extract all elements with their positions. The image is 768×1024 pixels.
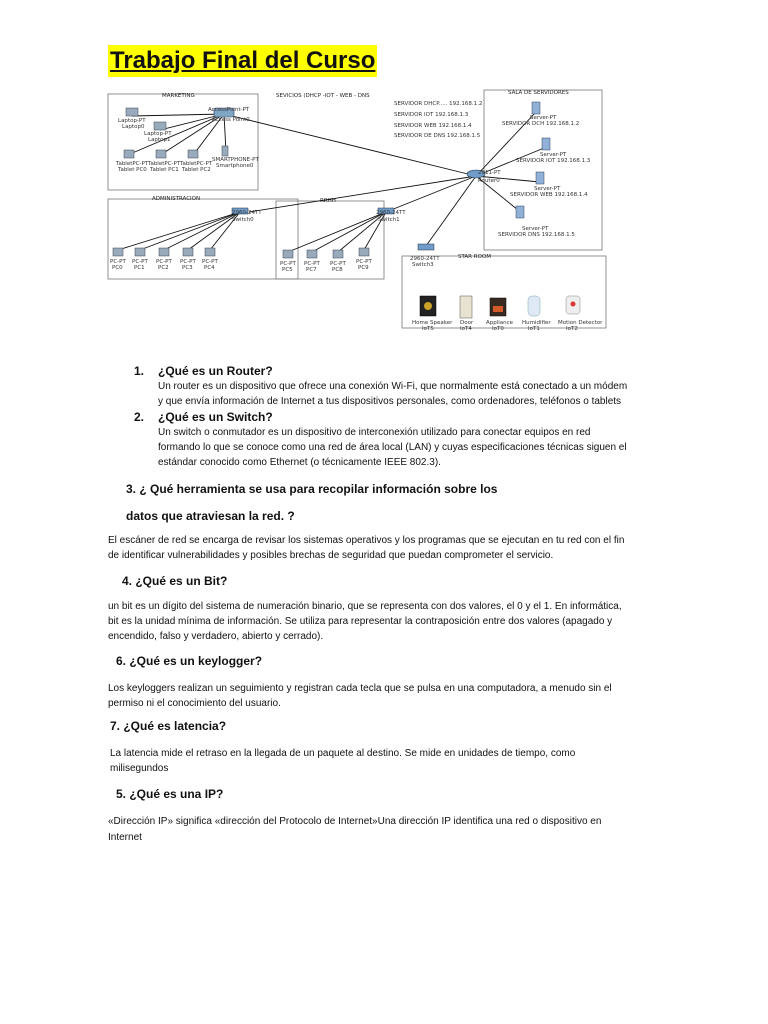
- rrhh-pc5-name: PC5: [282, 267, 293, 273]
- rrhh-pc9-name: PC9: [358, 265, 369, 271]
- tablet-pc1-type: TabletPC-PT: [148, 161, 181, 167]
- question-1-text: ¿Qué es un Router?: [158, 364, 273, 378]
- tablet-pc2: [179, 150, 213, 173]
- switch0-name: Switch0: [232, 217, 254, 223]
- pc-icon: [359, 248, 369, 256]
- server-web: [510, 172, 588, 198]
- answer-2-line-2: formando lo que se conoce como una red de área local (LAN) y cuyas especificaciones técnicas siguen el: [158, 442, 627, 453]
- iot0-type: Appliance: [486, 320, 514, 326]
- access-point-name: Access Point0: [212, 117, 250, 123]
- rrhh-pc9: [356, 248, 372, 271]
- answer-3-line-2: de identificar vulnerabilidades y posibles brechas de seguridad que puedan comprometer el servicio.: [108, 550, 554, 561]
- server-dns: [498, 206, 575, 238]
- answer-6-line-2: permiso ni el conocimiento del usuario.: [108, 698, 281, 709]
- answer-4-line-3: encendido, falso y verdadero, abierto y cerrado).: [108, 631, 324, 642]
- service-iot-text: SERVIDOR IOT 192.168.1.3: [394, 112, 469, 118]
- tablet-pc1: [147, 150, 181, 173]
- switch0-type: 2960-24TT: [232, 210, 262, 216]
- iot-humidifier: [522, 296, 551, 332]
- answer-7-line-1: La latencia mide el retraso en la llegada de un paquete al destino. Se mide en unidades de tiempo, como: [110, 748, 576, 759]
- tablet-icon: [188, 150, 198, 158]
- admin-pc0-name: PC0: [112, 265, 123, 271]
- pc-icon: [183, 248, 193, 256]
- tablet-pc2-type: TabletPC-PT: [180, 161, 213, 167]
- admin-pc3-name: PC3: [182, 265, 193, 271]
- answer-6-line-1: Los keyloggers realizan un seguimiento y registran cada tecla que se pulsa en una computadora, a menudo sin el: [108, 683, 612, 694]
- tablet-pc1-name: Tablet PC1: [150, 167, 179, 173]
- question-3-title-line-1: 3. ¿ Qué herramienta se usa para recopilar información sobre los: [126, 482, 498, 496]
- administracion-label: ADMINISTRACION: [152, 196, 201, 202]
- answer-1-line-2: y que envía información de Internet a tus dispositivos personales, como ordenadores, teléfonos o tablets: [158, 396, 622, 407]
- pc-icon: [333, 250, 343, 258]
- rrhh-pc7-name: PC7: [306, 267, 317, 273]
- appliance-door-icon: [493, 306, 503, 312]
- server-icon: [516, 206, 524, 218]
- rrhh-pc8-name: PC8: [332, 267, 343, 273]
- admin-pc2-type: PC-PT: [156, 259, 172, 265]
- tablet-pc2-name: Tablet PC2: [182, 167, 211, 173]
- switch1-name: Switch1: [378, 217, 400, 223]
- switch1-type: 2960-24TT: [376, 210, 406, 216]
- question-5-title: 5. ¿Qué es una IP?: [116, 787, 224, 801]
- services-label: SEVICIOS (DHCP -IOT - WEB - DNS: [276, 93, 370, 99]
- switch3-type: 2960-24TT: [410, 256, 440, 262]
- question-2-text: ¿Qué es un Switch?: [158, 410, 273, 424]
- iot4-type: Door: [460, 320, 474, 326]
- iot2-type: Motion Detector: [558, 320, 603, 326]
- access-point-type: AccessPoint-PT: [208, 107, 250, 113]
- iot-home-speaker: [412, 296, 453, 332]
- pc-icon: [205, 248, 215, 256]
- smartphone0-name: Smartphone0: [216, 163, 254, 169]
- server-icon: [532, 102, 540, 114]
- rrhh-pc7: [304, 250, 320, 273]
- admin-pc1-name: PC1: [134, 265, 145, 271]
- answer-1-line-1: Un router es un dispositivo que ofrece una conexión Wi-Fi, que normalmente está conectado a un módem: [158, 381, 628, 392]
- iot1-type: Humidifier: [522, 320, 551, 326]
- iot0-name: IoT0: [492, 326, 504, 332]
- tablet-icon: [124, 150, 134, 158]
- rrhh-pc5-type: PC-PT: [280, 261, 296, 267]
- tablet-icon: [156, 150, 166, 158]
- smartphone-icon: [222, 146, 228, 156]
- marketing-area-label: MARKETING: [162, 93, 195, 99]
- pc-icon: [113, 248, 123, 256]
- door-icon: [460, 296, 472, 318]
- iot-motion-detector: [558, 296, 603, 332]
- laptop-icon: [126, 108, 138, 116]
- service-web-text: SERVIDOR WEB 192.168.1.4: [394, 123, 472, 129]
- service-dhcp-text: SERVIDOR DHCP..... 192.168.1.2: [394, 101, 483, 107]
- laptop0-type: Laptop-PT: [118, 118, 146, 124]
- server-dns-label: SERVIDOR DNS 192.168.1.5: [498, 232, 575, 238]
- question-4-title: 4. ¿Qué es un Bit?: [122, 574, 228, 588]
- humidifier-icon: [528, 296, 540, 316]
- admin-pc4-name: PC4: [204, 265, 215, 271]
- smartphone0-type: SMARTPHONE-PT: [212, 157, 259, 163]
- speaker-cone-icon: [424, 302, 432, 310]
- iot1-name: IoT1: [528, 326, 540, 332]
- server-dhcp-label: SERVIDOR DCH 192.168.1.2: [502, 121, 580, 127]
- admin-pc4-type: PC-PT: [202, 259, 218, 265]
- server-iot: [516, 138, 591, 164]
- server-web-label: SERVIDOR WEB 192.168.1.4: [510, 192, 588, 198]
- answer-4-line-2: bit es la unidad mínima de información. Se utiliza para representar la contraposición entre dos valores (apagado y: [108, 616, 613, 627]
- server-dns-type: Server-PT: [522, 226, 549, 232]
- admin-pc4: [202, 248, 218, 271]
- answer-2-line-1: Un switch o conmutador es un dispositivo de interconexión utilizado para conectar equipos en red: [158, 427, 591, 438]
- laptop0: [118, 108, 146, 130]
- iot-appliance: [486, 298, 514, 332]
- laptop1-type: Laptop-PT: [144, 131, 172, 137]
- server-web-type: Server-PT: [534, 186, 561, 192]
- server-icon: [542, 138, 550, 150]
- tablet-pc0-name: Tablet PC0: [118, 167, 147, 173]
- answer-5-line-1: «Dirección IP» significa «dirección del Protocolo de Internet»Una dirección IP identifica una red o dispositivo en: [108, 816, 602, 827]
- pc-icon: [135, 248, 145, 256]
- laptop0-name: Laptop0: [122, 124, 145, 130]
- server-dhcp-type: Server-PT: [530, 115, 557, 121]
- tablet-pc0-type: TabletPC-PT: [116, 161, 149, 167]
- rrhh-pc9-type: PC-PT: [356, 259, 372, 265]
- admin-pc1-type: PC-PT: [132, 259, 148, 265]
- document-title: Trabajo Final del Curso: [108, 45, 377, 77]
- question-1-title: [134, 363, 273, 379]
- network-topology-diagram: [104, 84, 616, 346]
- iot4-name: IoT4: [460, 326, 472, 332]
- laptop-icon: [154, 122, 166, 130]
- server-room-label: SALA DE SERVIDORES: [508, 90, 569, 96]
- smartphone0: [212, 146, 259, 169]
- switch0: [232, 208, 262, 223]
- iot5-name: IoT5: [422, 326, 434, 332]
- admin-pc3: [180, 248, 196, 271]
- switch3-name: Switch3: [412, 262, 434, 268]
- switch3: [410, 244, 440, 268]
- question-6-title: 6. ¿Qué es un keylogger?: [116, 654, 263, 668]
- answer-7-line-2: milisegundos: [110, 763, 169, 774]
- rrhh-pc8-type: PC-PT: [330, 261, 346, 267]
- answer-5-line-2: Internet: [108, 832, 142, 843]
- answer-4-line-1: un bit es un dígito del sistema de numeración binario, que se representa con dos valores, el 0 y el 1. En informática,: [108, 601, 622, 612]
- switch1: [376, 208, 406, 223]
- question-2-title: [134, 409, 273, 425]
- tablet-pc0: [115, 150, 149, 173]
- iot-door: [460, 296, 474, 332]
- laptop1: [144, 122, 172, 143]
- switch-icon: [418, 244, 434, 250]
- server-iot-label: SERVIDOR IOT 192.168.1.3: [516, 158, 591, 164]
- router-type: 2911-PT: [478, 170, 501, 176]
- server-iot-type: Server-PT: [540, 152, 567, 158]
- question-1-number: 1.: [134, 364, 145, 378]
- question-3-title-line-2: datos que atraviesan la red. ?: [126, 509, 295, 523]
- server-dhcp: [502, 102, 579, 127]
- admin-pc1: [132, 248, 148, 271]
- admin-pc2-name: PC2: [158, 265, 169, 271]
- pc-icon: [159, 248, 169, 256]
- rrhh-pc5: [280, 250, 296, 273]
- question-7-title: 7. ¿Qué es latencia?: [110, 719, 227, 733]
- rrhh-label: RRHH: [320, 198, 336, 204]
- iot2-name: IoT2: [566, 326, 578, 332]
- router-name: Router0: [478, 178, 500, 184]
- rrhh-pc7-type: PC-PT: [304, 261, 320, 267]
- pc-icon: [283, 250, 293, 258]
- motion-sensor-icon: [571, 302, 576, 307]
- iot5-type: Home Speaker: [412, 320, 453, 326]
- rrhh-pc8: [330, 250, 346, 273]
- server-icon: [536, 172, 544, 184]
- answer-3-line-1: El escáner de red se encarga de revisar los sistemas operativos y los programas que se ejecutan en tu red con el fin: [108, 535, 625, 546]
- pc-icon: [307, 250, 317, 258]
- service-dns-text: SERVIDOR DE DNS 192.168.1.5: [394, 133, 481, 139]
- question-2-number: 2.: [134, 410, 145, 424]
- answer-2-line-3: estándar conocido como Ethernet (o técnicamente IEEE 802.3).: [158, 457, 441, 468]
- admin-pc0-type: PC-PT: [110, 259, 126, 265]
- star-room-label: STAR ROOM: [458, 254, 491, 260]
- laptop1-name: Laptop1: [148, 137, 171, 143]
- admin-pc2: [156, 248, 172, 271]
- admin-pc3-type: PC-PT: [180, 259, 196, 265]
- admin-pc0: [110, 248, 126, 271]
